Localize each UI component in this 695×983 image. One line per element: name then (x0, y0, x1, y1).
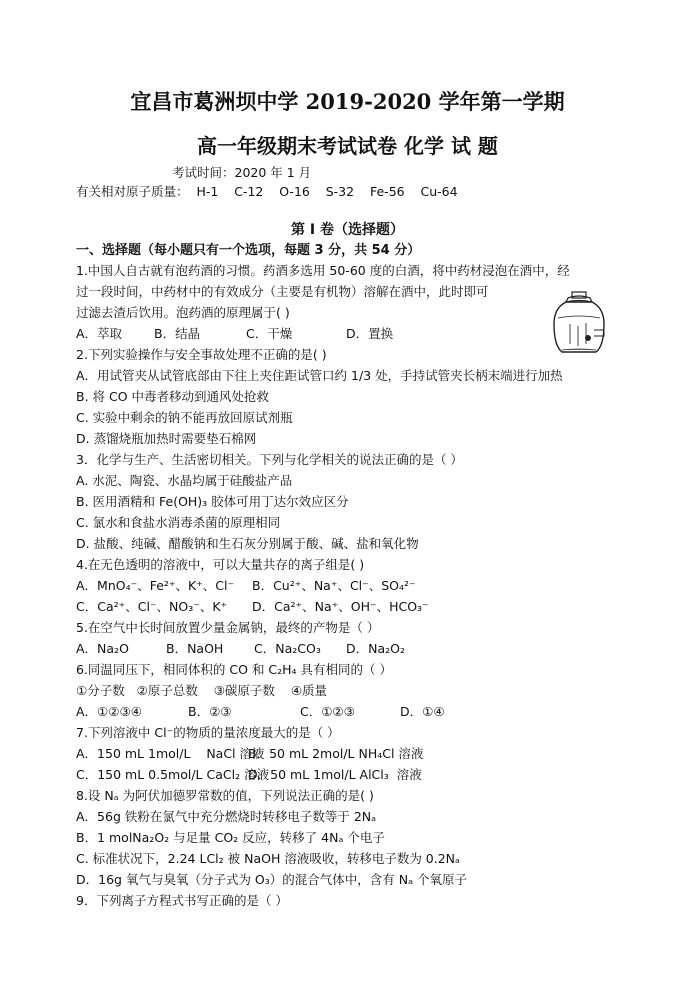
option-a: A．Na₂O (76, 641, 129, 656)
question-line: A. 水泥、陶瓷、水晶均属于硅酸盐产品 (76, 473, 293, 488)
question-line: D．16g 氧气与臭氧（分子式为 O₃）的混合气体中，含有 Nₐ 个氧原子 (76, 872, 467, 887)
options-row (76, 764, 621, 785)
question-line: 1.中国人自古就有泡药酒的习惯。药酒多选用 50-60 度的白酒，将中药材浸泡在酒中，经 (76, 263, 570, 278)
option-d: D．置换 (346, 326, 394, 341)
atomic-masses: 有关相对原子质量： H-1 C-12 O-16 S-32 Fe-56 Cu-64 (76, 184, 458, 199)
question-line: B. 将 CO 中毒者移动到通风处抢救 (76, 389, 270, 404)
question-line: 5.在空气中长时间放置少量金属钠，最终的产物是（ ） (76, 620, 380, 635)
options-row (76, 638, 621, 659)
option-b: B．Cu²⁺、Na⁺、Cl⁻、SO₄²⁻ (252, 578, 416, 593)
option-a: A．萃取 (76, 326, 123, 341)
question-1 (76, 260, 621, 344)
question-2 (76, 344, 636, 449)
question-line: 过一段时间，中药材中的有效成分（主要是有机物）溶解在酒中，此时即可 (76, 284, 489, 299)
question-line: 8.设 Nₐ 为阿伏加德罗常数的值，下列说法正确的是( ) (76, 788, 374, 803)
question-line: A．用试管夹从试管底部由下往上夹住距试管口约 1/3 处，手持试管夹长柄末端进行加热 (76, 368, 563, 383)
question-8 (76, 785, 621, 890)
option-c: C．Ca²⁺、Cl⁻、NO₃⁻、K⁺ (76, 599, 228, 614)
question-4 (76, 554, 621, 617)
question-line: 9．下列离子方程式书写正确的是（ ） (76, 893, 288, 908)
option-d: D．Ca²⁺、Na⁺、OH⁻、HCO₃⁻ (252, 599, 429, 614)
question-line: C. 氯水和食盐水消毒杀菌的原理相同 (76, 515, 281, 530)
option-b: B．NaOH (166, 641, 224, 656)
options-row (76, 596, 621, 617)
question-line: 7.下列溶液中 Cl⁻的物质的量浓度最大的是（ ） (76, 725, 340, 740)
option-b: B．50 mL 2mol/L NH₄Cl 溶液 (248, 746, 424, 761)
question-line: 6.同温同压下，相同体积的 CO 和 C₂H₄ 具有相同的（ ） (76, 662, 393, 677)
question-3 (76, 449, 621, 554)
question-line: 过滤去渣后饮用。泡药酒的原理属于( ) (76, 305, 290, 320)
option-b: B．②③ (188, 704, 232, 719)
option-a: A．①②③④ (76, 704, 142, 719)
options-row (76, 323, 621, 344)
options-row (76, 743, 621, 764)
question-line: D. 蒸馏烧瓶加热时需要垫石棉网 (76, 431, 257, 446)
option-d: D．①④ (400, 704, 445, 719)
question-line: B. 医用酒精和 Fe(OH)₃ 胶体可用丁达尔效应区分 (76, 494, 349, 509)
question-line: B．1 molNa₂O₂ 与足量 CO₂ 反应，转移了 4Nₐ 个电子 (76, 830, 385, 845)
question-line: D. 盐酸、纯碱、醋酸钠和生石灰分别属于酸、碱、盐和氧化物 (76, 536, 419, 551)
question-9 (76, 890, 621, 911)
question-6 (76, 659, 621, 722)
question-line: 3．化学与生产、生活密切相关。下列与化学相关的说法正确的是（ ） (76, 452, 463, 467)
option-d: D．Na₂O₂ (346, 641, 405, 656)
option-b: B．结晶 (154, 326, 201, 341)
option-a: A．MnO₄⁻、Fe²⁺、K⁺、Cl⁻ (76, 578, 235, 593)
question-line: ①分子数 ②原子总数 ③碳原子数 ④质量 (76, 683, 328, 698)
question-line: C. 标准状况下，2.24 LCl₂ 被 NaOH 溶液吸收，转移电子数为 0.2Nₐ (76, 851, 460, 866)
question-line: C. 实验中剩余的钠不能再放回原试剂瓶 (76, 410, 293, 425)
question-7 (76, 722, 621, 785)
question-line: 4.在无色透明的溶液中，可以大量共存的离子组是( ) (76, 557, 365, 572)
option-c: C．①②③ (300, 704, 355, 719)
exam-time: 考试时间：2020 年 1 月 (172, 165, 312, 180)
question-5 (76, 617, 621, 659)
options-row (76, 575, 621, 596)
question-line: A．56g 铁粉在氯气中充分燃烧时转移电子数等于 2Nₐ (76, 809, 377, 824)
option-c: C．150 mL 0.5mol/L CaCl₂ 溶液 (76, 767, 270, 782)
option-a: A．150 mL 1mol/L NaCl 溶液 (76, 746, 265, 761)
part-title: 一、选择题（每小题只有一个选项，每题 3 分，共 54 分） (76, 243, 421, 258)
option-c: C．干燥 (246, 326, 293, 341)
options-row (76, 701, 621, 722)
option-c: C．Na₂CO₃ (254, 641, 321, 656)
page-subtitle: 高一年级期末考试试卷 化学 试 题 (197, 134, 498, 158)
question-line: 2.下列实验操作与安全事故处理不正确的是( ) (76, 347, 327, 362)
option-d: D．50 mL 1mol/L AlCl₃ 溶液 (248, 767, 422, 782)
page-title: 宜昌市葛洲坝中学 2019-2020 学年第一学期 (130, 89, 565, 114)
section-title: 第 I 卷（选择题） (291, 222, 404, 238)
